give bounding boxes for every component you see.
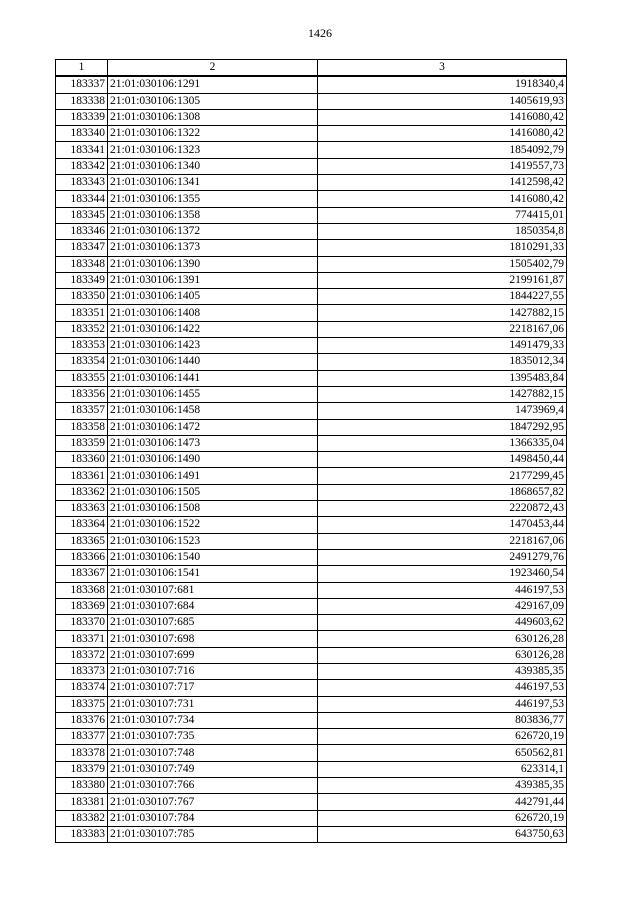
cadastral-number-cell: 21:01:030107:735	[108, 729, 318, 745]
cadastral-number-cell: 21:01:030106:1522	[108, 517, 318, 533]
cadastral-number-cell: 21:01:030107:784	[108, 810, 318, 826]
row-number-cell: 183379	[56, 761, 108, 777]
row-number-cell: 183350	[56, 289, 108, 305]
value-cell: 1416080,42	[318, 109, 567, 125]
table-row	[56, 729, 567, 745]
row-number-cell: 183356	[56, 386, 108, 402]
table-row	[56, 76, 567, 93]
row-number-cell: 183343	[56, 175, 108, 191]
row-number-cell: 183366	[56, 549, 108, 565]
cadastral-number-cell: 21:01:030106:1440	[108, 354, 318, 370]
value-cell: 449603,62	[318, 615, 567, 631]
cadastral-number-cell: 21:01:030106:1405	[108, 289, 318, 305]
table-row	[56, 435, 567, 451]
row-number-cell: 183377	[56, 729, 108, 745]
row-number-cell: 183371	[56, 631, 108, 647]
cadastral-number-cell: 21:01:030107:767	[108, 794, 318, 810]
table-row	[56, 794, 567, 810]
value-cell: 803836,77	[318, 712, 567, 728]
value-cell: 1419557,73	[318, 158, 567, 174]
value-cell: 446197,53	[318, 680, 567, 696]
row-number-cell: 183359	[56, 435, 108, 451]
value-cell: 1416080,42	[318, 126, 567, 142]
cadastral-number-cell: 21:01:030106:1355	[108, 191, 318, 207]
cadastral-number-cell: 21:01:030106:1505	[108, 484, 318, 500]
value-cell: 1868657,82	[318, 484, 567, 500]
row-number-cell: 183360	[56, 452, 108, 468]
cadastral-number-cell: 21:01:030106:1472	[108, 419, 318, 435]
table-row	[56, 354, 567, 370]
table-row	[56, 696, 567, 712]
row-number-cell: 183352	[56, 321, 108, 337]
cadastral-number-cell: 21:01:030107:685	[108, 615, 318, 631]
table-row	[56, 256, 567, 272]
value-cell: 2218167,06	[318, 533, 567, 549]
cadastral-number-cell: 21:01:030106:1508	[108, 501, 318, 517]
value-cell: 1835012,34	[318, 354, 567, 370]
table-row	[56, 207, 567, 223]
row-number-cell: 183346	[56, 223, 108, 239]
table-row	[56, 745, 567, 761]
cadastral-number-cell: 21:01:030107:749	[108, 761, 318, 777]
cadastral-number-cell: 21:01:030106:1390	[108, 256, 318, 272]
row-number-cell: 183341	[56, 142, 108, 158]
value-cell: 643750,63	[318, 826, 567, 842]
value-cell: 774415,01	[318, 207, 567, 223]
value-cell: 1854092,79	[318, 142, 567, 158]
row-number-cell: 183353	[56, 338, 108, 354]
table-row	[56, 175, 567, 191]
table-row	[56, 517, 567, 533]
table-row	[56, 158, 567, 174]
row-number-cell: 183337	[56, 76, 108, 93]
row-number-cell: 183355	[56, 370, 108, 386]
table-row	[56, 142, 567, 158]
value-cell: 1850354,8	[318, 223, 567, 239]
cadastral-number-cell: 21:01:030107:731	[108, 696, 318, 712]
row-number-cell: 183373	[56, 663, 108, 679]
value-cell: 439385,35	[318, 663, 567, 679]
table-row	[56, 598, 567, 614]
table-row	[56, 484, 567, 500]
cadastral-number-cell: 21:01:030107:766	[108, 778, 318, 794]
table-row	[56, 826, 567, 842]
table-row	[56, 663, 567, 679]
row-number-cell: 183368	[56, 582, 108, 598]
value-cell: 442791,44	[318, 794, 567, 810]
row-number-cell: 183369	[56, 598, 108, 614]
row-number-cell: 183382	[56, 810, 108, 826]
cadastral-number-cell: 21:01:030107:717	[108, 680, 318, 696]
table-row	[56, 501, 567, 517]
value-cell: 446197,53	[318, 582, 567, 598]
cadastral-number-cell: 21:01:030106:1291	[108, 76, 318, 93]
value-cell: 1847292,95	[318, 419, 567, 435]
table-row	[56, 419, 567, 435]
value-cell: 630126,28	[318, 647, 567, 663]
value-cell: 446197,53	[318, 696, 567, 712]
value-cell: 429167,09	[318, 598, 567, 614]
value-cell: 650562,81	[318, 745, 567, 761]
cadastral-number-cell: 21:01:030107:681	[108, 582, 318, 598]
table-row	[56, 240, 567, 256]
cadastral-number-cell: 21:01:030106:1372	[108, 223, 318, 239]
value-cell: 1498450,44	[318, 452, 567, 468]
table-row	[56, 370, 567, 386]
cadastral-number-cell: 21:01:030106:1340	[108, 158, 318, 174]
cadastral-number-cell: 21:01:030106:1308	[108, 109, 318, 125]
row-number-cell: 183344	[56, 191, 108, 207]
table-row	[56, 761, 567, 777]
row-number-cell: 183347	[56, 240, 108, 256]
cadastral-number-cell: 21:01:030107:698	[108, 631, 318, 647]
value-cell: 623314,1	[318, 761, 567, 777]
value-cell: 1918340,4	[318, 76, 567, 93]
row-number-cell: 183351	[56, 305, 108, 321]
row-number-cell: 183380	[56, 778, 108, 794]
cadastral-number-cell: 21:01:030106:1540	[108, 549, 318, 565]
cadastral-number-cell: 21:01:030106:1323	[108, 142, 318, 158]
table-row	[56, 647, 567, 663]
row-number-cell: 183358	[56, 419, 108, 435]
row-number-cell: 183375	[56, 696, 108, 712]
value-cell: 1491479,33	[318, 338, 567, 354]
table-row	[56, 305, 567, 321]
row-number-cell: 183383	[56, 826, 108, 842]
value-cell: 1427882,15	[318, 386, 567, 402]
table-row	[56, 452, 567, 468]
value-cell: 1810291,33	[318, 240, 567, 256]
table-row	[56, 321, 567, 337]
row-number-cell: 183338	[56, 93, 108, 109]
table-row	[56, 403, 567, 419]
value-cell: 2220872,43	[318, 501, 567, 517]
table-row	[56, 272, 567, 288]
column-header-2: 2	[108, 60, 318, 77]
cadastral-number-cell: 21:01:030107:748	[108, 745, 318, 761]
table-row	[56, 223, 567, 239]
table-row	[56, 468, 567, 484]
value-cell: 1412598,42	[318, 175, 567, 191]
row-number-cell: 183361	[56, 468, 108, 484]
row-number-cell: 183363	[56, 501, 108, 517]
table-row	[56, 631, 567, 647]
row-number-cell: 183348	[56, 256, 108, 272]
row-number-cell: 183376	[56, 712, 108, 728]
value-cell: 1366335,04	[318, 435, 567, 451]
row-number-cell: 183367	[56, 566, 108, 582]
cadastral-number-cell: 21:01:030106:1423	[108, 338, 318, 354]
row-number-cell: 183365	[56, 533, 108, 549]
table-row	[56, 289, 567, 305]
table-row	[56, 191, 567, 207]
cadastral-number-cell: 21:01:030106:1441	[108, 370, 318, 386]
row-number-cell: 183340	[56, 126, 108, 142]
table-row	[56, 810, 567, 826]
row-number-cell: 183381	[56, 794, 108, 810]
cadastral-number-cell: 21:01:030107:716	[108, 663, 318, 679]
column-header-3: 3	[318, 60, 567, 77]
value-cell: 1416080,42	[318, 191, 567, 207]
row-number-cell: 183370	[56, 615, 108, 631]
table-header-row	[56, 60, 567, 77]
table-row	[56, 778, 567, 794]
row-number-cell: 183378	[56, 745, 108, 761]
value-cell: 1427882,15	[318, 305, 567, 321]
value-cell: 626720,19	[318, 810, 567, 826]
table-row	[56, 338, 567, 354]
data-table	[55, 59, 567, 843]
table-row	[56, 615, 567, 631]
row-number-cell: 183362	[56, 484, 108, 500]
table-row	[56, 126, 567, 142]
cadastral-number-cell: 21:01:030106:1422	[108, 321, 318, 337]
row-number-cell: 183349	[56, 272, 108, 288]
table-body	[56, 76, 567, 842]
page-number: 1426	[308, 26, 332, 40]
cadastral-number-cell: 21:01:030106:1408	[108, 305, 318, 321]
table-row	[56, 533, 567, 549]
cadastral-number-cell: 21:01:030106:1373	[108, 240, 318, 256]
table-row	[56, 93, 567, 109]
value-cell: 1923460,54	[318, 566, 567, 582]
table-row	[56, 566, 567, 582]
cadastral-number-cell: 21:01:030107:785	[108, 826, 318, 842]
column-header-1: 1	[56, 60, 108, 77]
value-cell: 439385,35	[318, 778, 567, 794]
value-cell: 2199161,87	[318, 272, 567, 288]
value-cell: 1395483,84	[318, 370, 567, 386]
value-cell: 1470453,44	[318, 517, 567, 533]
table-row	[56, 582, 567, 598]
value-cell: 1844227,55	[318, 289, 567, 305]
value-cell: 630126,28	[318, 631, 567, 647]
row-number-cell: 183357	[56, 403, 108, 419]
cadastral-number-cell: 21:01:030106:1341	[108, 175, 318, 191]
table-row	[56, 549, 567, 565]
cadastral-number-cell: 21:01:030106:1455	[108, 386, 318, 402]
value-cell: 626720,19	[318, 729, 567, 745]
cadastral-number-cell: 21:01:030106:1473	[108, 435, 318, 451]
cadastral-number-cell: 21:01:030107:684	[108, 598, 318, 614]
value-cell: 2218167,06	[318, 321, 567, 337]
value-cell: 1473969,4	[318, 403, 567, 419]
row-number-cell: 183364	[56, 517, 108, 533]
row-number-cell: 183342	[56, 158, 108, 174]
cadastral-number-cell: 21:01:030107:699	[108, 647, 318, 663]
row-number-cell: 183354	[56, 354, 108, 370]
row-number-cell: 183372	[56, 647, 108, 663]
row-number-cell: 183345	[56, 207, 108, 223]
table-row	[56, 680, 567, 696]
cadastral-number-cell: 21:01:030106:1458	[108, 403, 318, 419]
row-number-cell: 183339	[56, 109, 108, 125]
cadastral-number-cell: 21:01:030106:1322	[108, 126, 318, 142]
value-cell: 1505402,79	[318, 256, 567, 272]
value-cell: 2491279,76	[318, 549, 567, 565]
table-row	[56, 712, 567, 728]
cadastral-number-cell: 21:01:030107:734	[108, 712, 318, 728]
table-row	[56, 109, 567, 125]
cadastral-number-cell: 21:01:030106:1541	[108, 566, 318, 582]
row-number-cell: 183374	[56, 680, 108, 696]
cadastral-number-cell: 21:01:030106:1523	[108, 533, 318, 549]
cadastral-number-cell: 21:01:030106:1490	[108, 452, 318, 468]
cadastral-number-cell: 21:01:030106:1305	[108, 93, 318, 109]
cadastral-number-cell: 21:01:030106:1358	[108, 207, 318, 223]
value-cell: 1405619,93	[318, 93, 567, 109]
cadastral-number-cell: 21:01:030106:1391	[108, 272, 318, 288]
value-cell: 2177299,45	[318, 468, 567, 484]
table-row	[56, 386, 567, 402]
cadastral-number-cell: 21:01:030106:1491	[108, 468, 318, 484]
